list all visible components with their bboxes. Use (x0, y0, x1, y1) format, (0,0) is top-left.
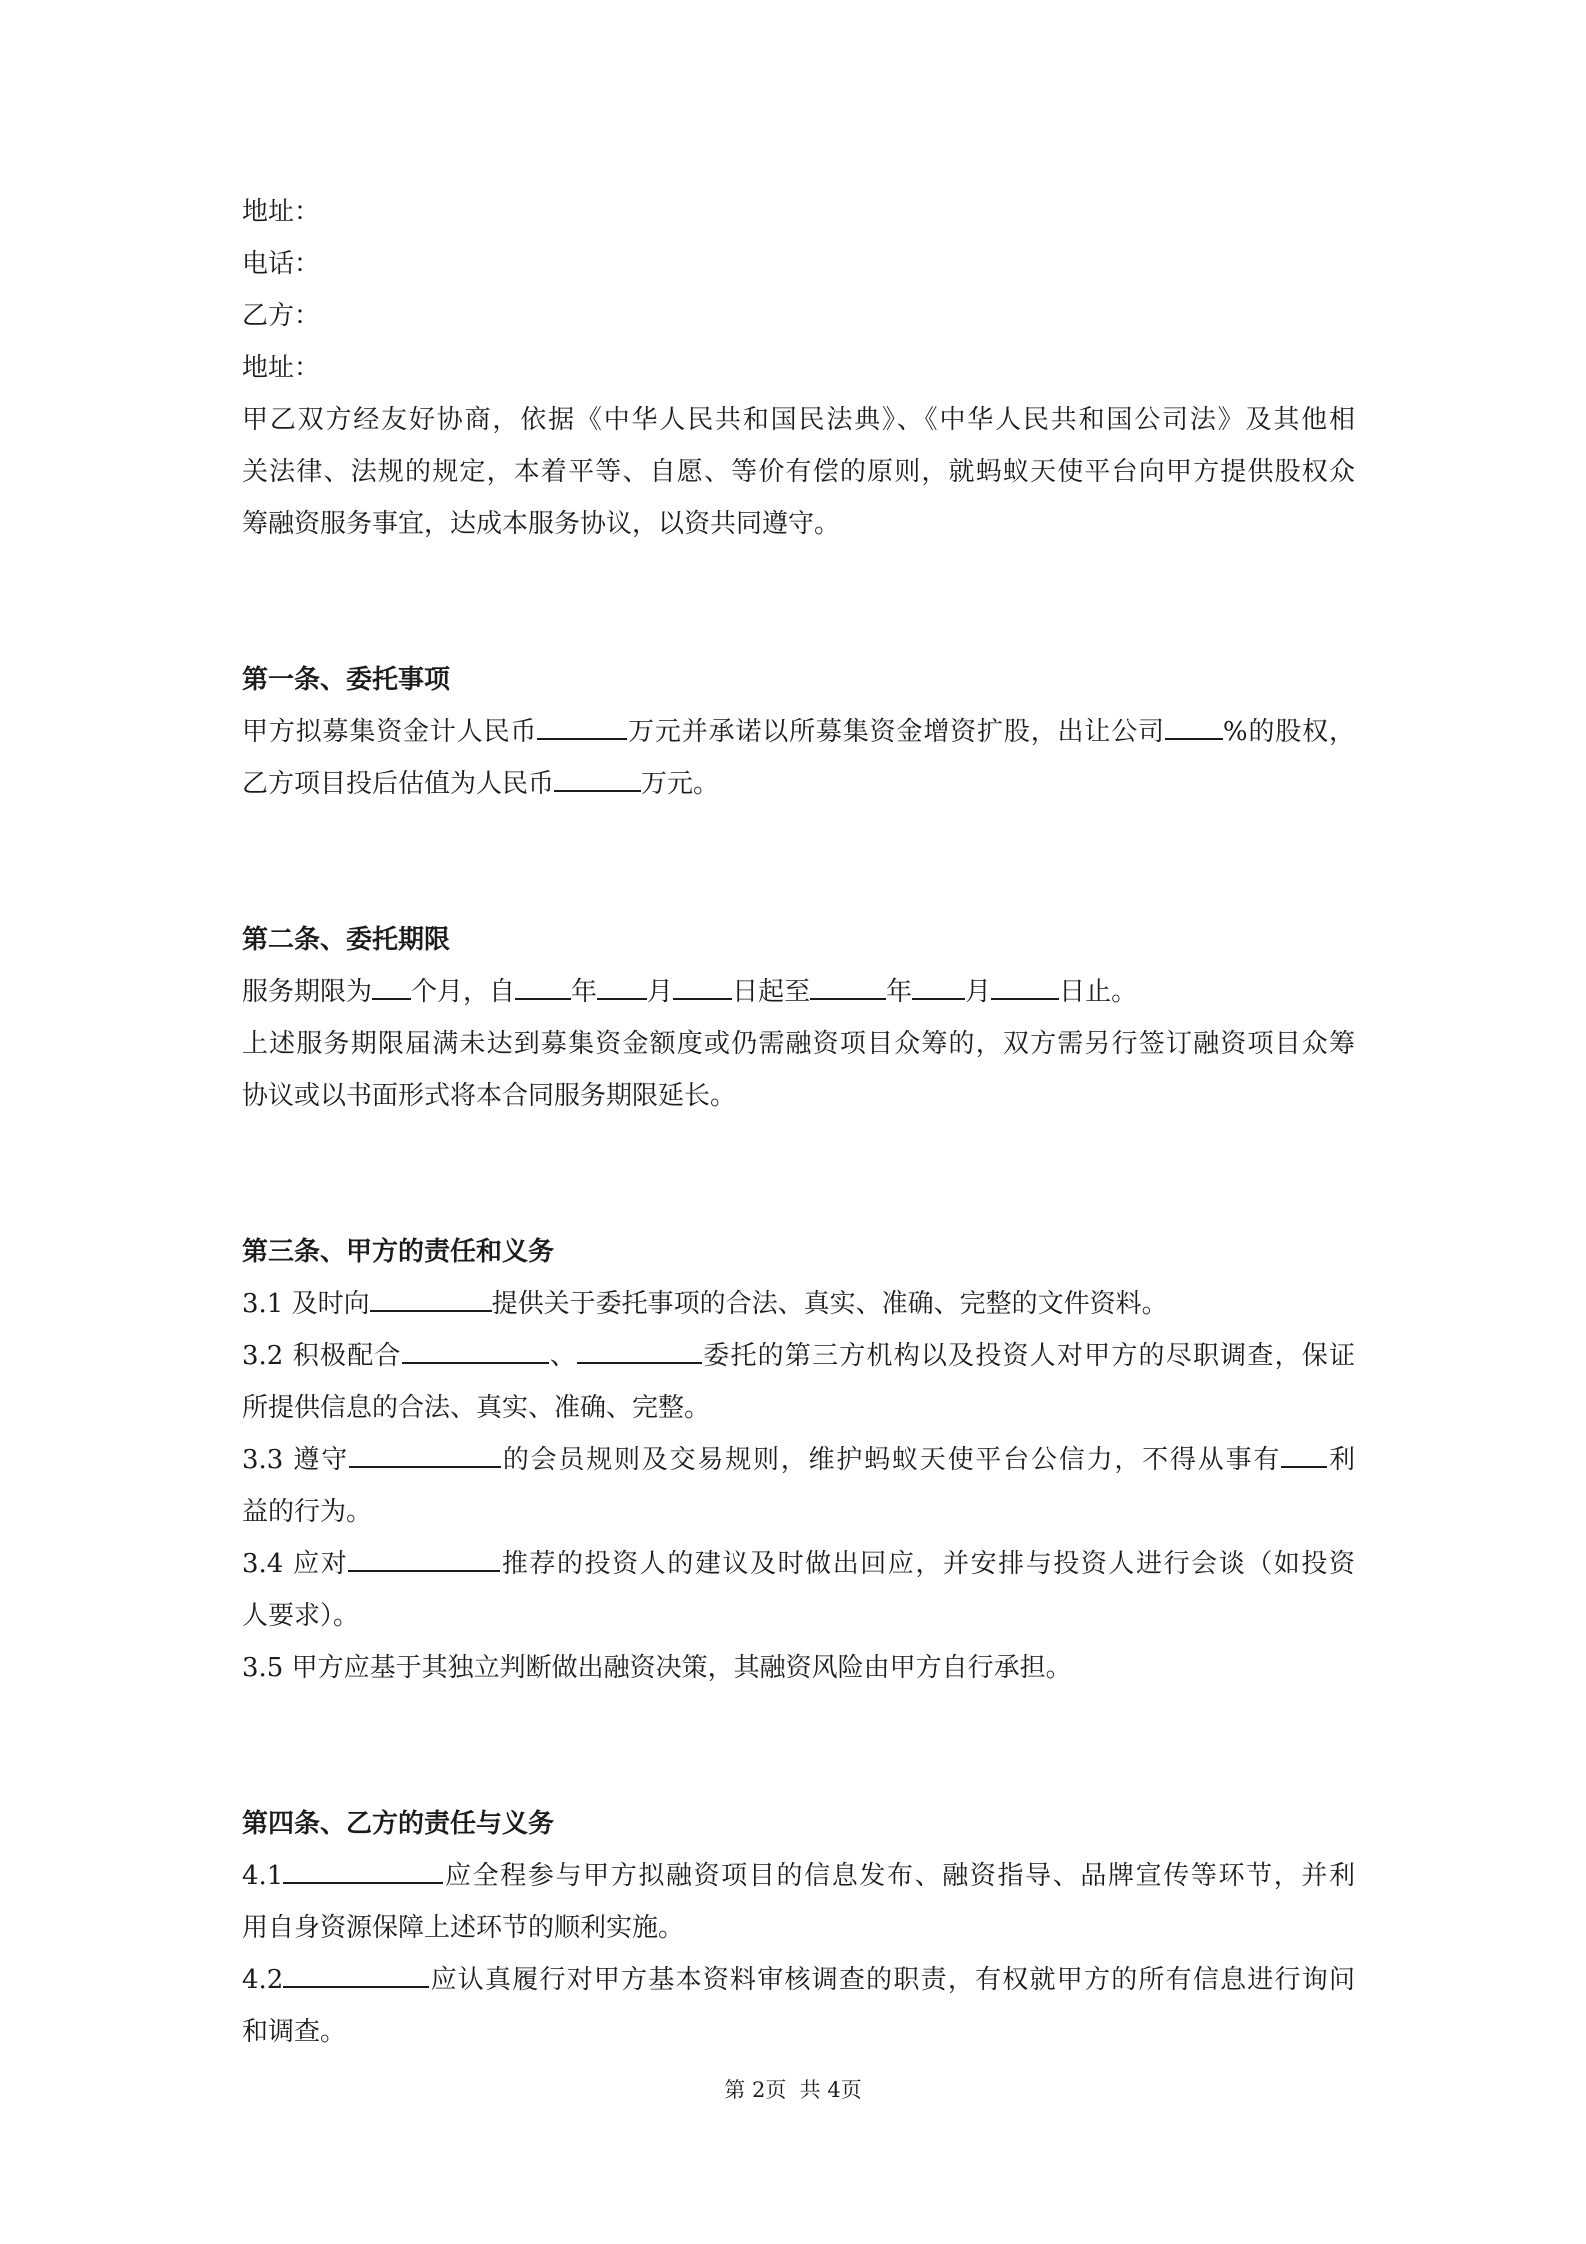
clause-text: 应认真履行对甲方基本资料审核调查的职责，有权就甲方的所有信息进行询问 (429, 1965, 1355, 1995)
article-3 (242, 1226, 1355, 1694)
clause-4-2-continued: 和调查。 (242, 2017, 347, 2047)
article-1 (242, 654, 1355, 810)
page-number-footer: 第 2页 共 4页 (724, 2078, 862, 2102)
fill-in-blank (349, 1446, 501, 1468)
fill-in-blank (372, 978, 411, 1000)
article-2-line: 上述服务期限届满未达到募集资金额度或仍需融资项目众筹的，双方需另行签订融资项目众筹 (242, 1029, 1355, 1059)
fill-in-blank (912, 978, 965, 1000)
fill-in-blank (1165, 718, 1223, 740)
clause-text: 应全程参与甲方拟融资项目的信息发布、融资指导、品牌宣传等环节，并利 (443, 1861, 1355, 1891)
clause-text: 万元。 (641, 769, 720, 799)
clause-text: 3.3 遵守 (242, 1445, 350, 1475)
clause-text: 日止。 (1059, 977, 1138, 1007)
preamble-line: 甲乙双方经友好协商，依据《中华人民共和国民法典》、《中华人民共和国公司法》及其他相 (242, 405, 1355, 435)
fill-in-blank (283, 1862, 443, 1884)
article-1-line (242, 758, 1355, 810)
article-title: 第四条、乙方的责任与义务 (242, 1809, 555, 1839)
clause-3-4 (242, 1538, 1355, 1590)
fill-in-blank (577, 1342, 702, 1364)
clause-text: 个月，自 (411, 977, 516, 1007)
fill-in-blank (1281, 1446, 1327, 1468)
preamble-line: 关法律、法规的规定，本着平等、自愿、等价有偿的原则，就蚂蚁天使平台向甲方提供股权众 (242, 457, 1355, 487)
fill-in-blank (554, 770, 641, 792)
fill-in-blank (537, 718, 627, 740)
clause-text: 万元并承诺以所募集资金增资扩股，出让公司 (627, 717, 1165, 747)
article-2-line: 协议或以书面形式将本合同服务期限延长。 (242, 1081, 737, 1111)
clause-3-2 (242, 1330, 1355, 1382)
fill-in-blank (370, 1290, 492, 1312)
clause-number: 4.2 (242, 1965, 284, 1995)
fill-in-blank (991, 978, 1059, 1000)
clause-3-5: 3.5 甲方应基于其独立判断做出融资决策，其融资风险由甲方自行承担。 (242, 1653, 1072, 1683)
clause-text: 3.1 及时向 (242, 1289, 370, 1319)
clause-text: 委托的第三方机构以及投资人对甲方的尽职调查，保证 (702, 1341, 1355, 1371)
service-term-line (242, 966, 1355, 1018)
clause-text: 提供关于委托事项的合法、真实、准确、完整的文件资料。 (491, 1289, 1168, 1319)
clause-text: 年 (571, 977, 598, 1007)
page-body (242, 186, 1355, 2058)
fill-in-blank (283, 1966, 429, 1988)
fill-in-blank (402, 1342, 549, 1364)
clause-3-1 (242, 1278, 1355, 1330)
party-info (242, 186, 1355, 394)
article-title: 第二条、委托期限 (242, 925, 451, 955)
clause-text: 利 (1327, 1445, 1355, 1475)
clause-text: 3.2 积极配合 (242, 1341, 402, 1371)
fill-in-blank (597, 978, 647, 1000)
article-4 (242, 1798, 1355, 2058)
clause-text: 年 (886, 977, 913, 1007)
article-title: 第三条、甲方的责任和义务 (242, 1237, 555, 1267)
clause-text: 月 (965, 977, 992, 1007)
clause-3-2-continued: 所提供信息的合法、真实、准确、完整。 (242, 1393, 711, 1423)
clause-3-3-continued: 益的行为。 (242, 1497, 373, 1527)
clause-text: 的会员规则及交易规则，维护蚂蚁天使平台公信力，不得从事有 (501, 1445, 1282, 1475)
fill-in-blank (348, 1550, 500, 1572)
clause-text: 、 (548, 1341, 578, 1371)
clause-text: 甲方拟募集资金计人民币 (242, 717, 538, 747)
preamble (242, 394, 1355, 550)
article-title: 第一条、委托事项 (242, 665, 451, 695)
clause-text: 推荐的投资人的建议及时做出回应，并安排与投资人进行会谈（如投资 (500, 1549, 1355, 1579)
clause-text: 服务期限为 (242, 977, 373, 1007)
clause-4-1 (242, 1850, 1355, 1902)
fill-in-blank (515, 978, 571, 1000)
clause-number: 4.1 (242, 1861, 284, 1891)
party-a-address-label: 地址： (242, 197, 321, 227)
clause-3-3 (242, 1434, 1355, 1486)
clause-4-1-continued: 用自身资源保障上述环节的顺利实施。 (242, 1913, 685, 1943)
fill-in-blank (810, 978, 886, 1000)
clause-text: %的股权， (1222, 717, 1355, 747)
preamble-line: 筹融资服务事宜，达成本服务协议，以资共同遵守。 (242, 509, 841, 539)
article-2 (242, 914, 1355, 1122)
phone-label: 电话： (242, 249, 321, 279)
party-b-label: 乙方： (242, 301, 321, 331)
fill-in-blank (673, 978, 732, 1000)
clause-text: 月 (647, 977, 674, 1007)
article-1-line (242, 706, 1355, 758)
clause-text: 3.4 应对 (242, 1549, 349, 1579)
clause-text: 乙方项目投后估值为人民币 (242, 769, 555, 799)
clause-text: 日起至 (732, 977, 811, 1007)
party-b-address-label: 地址： (242, 353, 321, 383)
clause-3-4-continued: 人要求）。 (242, 1601, 360, 1631)
clause-4-2 (242, 1954, 1355, 2006)
